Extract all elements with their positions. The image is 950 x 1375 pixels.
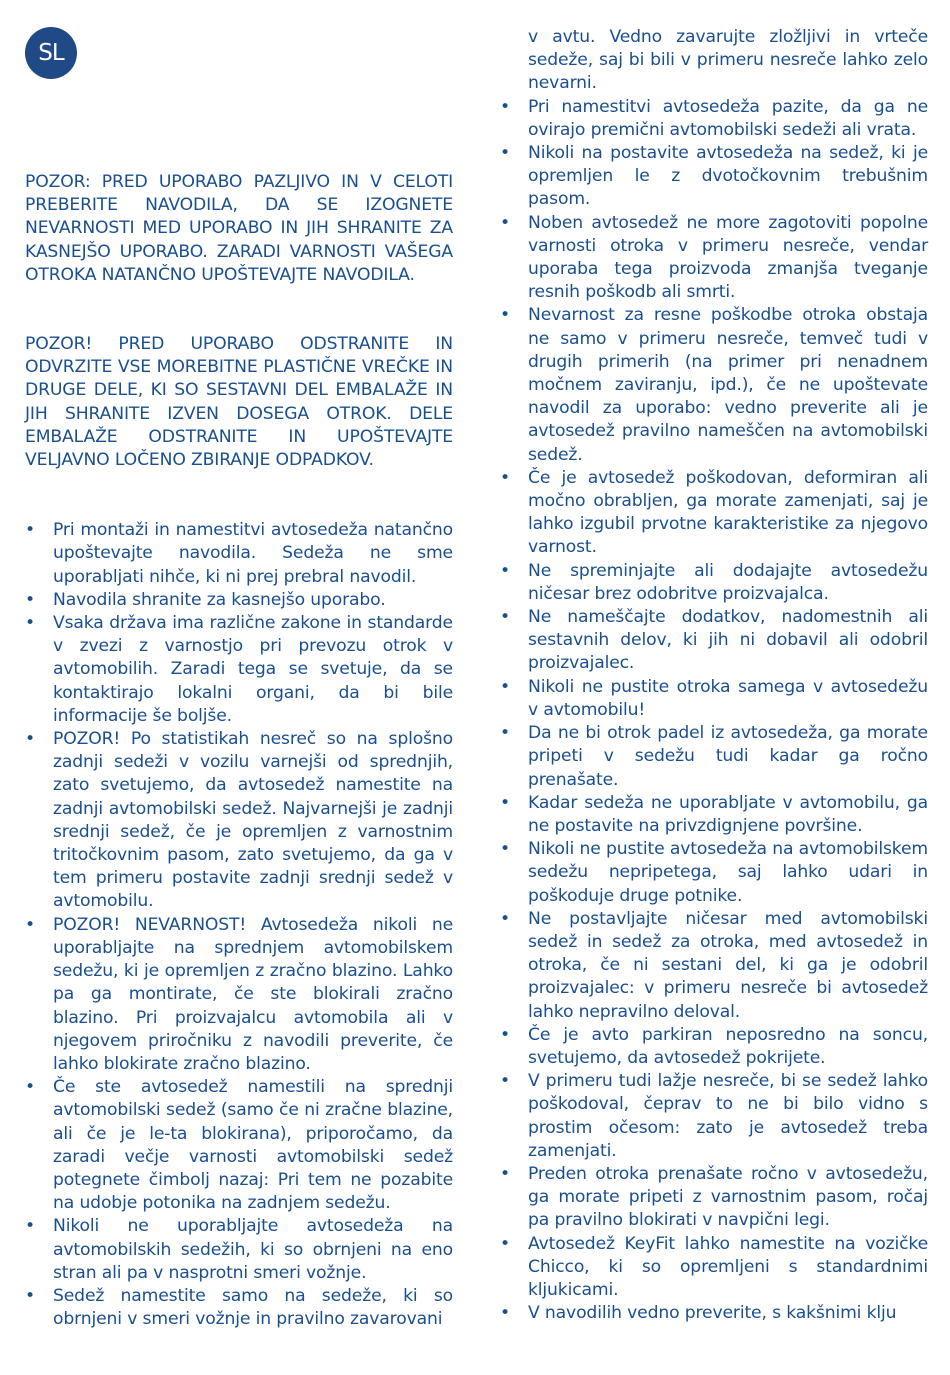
list-item: • Če ste avtosedež namestili na sprednji avtomobilski sedež (samo če ni zračne blazine, ali če je le-ta blokirana), priporočamo, da zaradi večje varnosti avtomobilski sedež potegnete čimbolj nazaj: Pri tem ne pozabite na udobje potonika na zadnjem sedežu. xyxy=(25,1076,453,1215)
language-badge: SL xyxy=(25,27,77,79)
list-item: • Navodila shranite za kasnejšo uporabo. xyxy=(25,589,453,612)
list-item: • Nikoli ne pustite otroka samega v avtosedežu v avtomobilu! xyxy=(500,676,928,722)
list-item: • Nevarnost za resne poškodbe otroka obstaja ne samo v primeru nesreče, temveč tudi v drugih primerih (na primer pri nenadnem močnem zaviranju, ipd.), če ne upoštevate navodil za uporabo: vedno preverite ali je avtosedež pravilno nameščen na avtomobilski sedež. xyxy=(500,304,928,466)
list-item: • V navodilih vedno preverite, s kakšnimi klju xyxy=(500,1302,928,1325)
list-item: • POZOR! Po statistikah nesreč so na splošno zadnji sedeži v vozilu varnejši od sprednjih, zato svetujemo, da avtosedež namestite na zadnji avtomobilski sedež. Najvarnejši je zadnji srednji sedež, če je opremljen z varnostnim tritočkovnim pasom, zato svetujemo, da ga v tem primeru postavite zadnji srednji sedež v avtomobilu. xyxy=(25,728,453,914)
list-item: • Preden otroka prenašate ročno v avtosedežu, ga morate pripeti z varnostnim pasom, ročaj pa pravilno blokirati v navpični legi. xyxy=(500,1163,928,1233)
left-column xyxy=(25,171,453,1331)
list-item: • V primeru tudi lažje nesreče, bi se sedež lahko poškodoval, čeprav to ne bi bilo vidno s prostim očesom: zato je avtosedež treba zamenjati. xyxy=(500,1070,928,1163)
list-item: • Kadar sedeža ne uporabljate v avtomobilu, ga ne postavite na privzdignjene površine. xyxy=(500,792,928,838)
list-item: • Če je avtosedež poškodovan, deformiran ali močno obrabljen, ga morate zamenjati, saj je lahko izgubil prvotne karakteristike za njegovo varnost. xyxy=(500,467,928,560)
list-item: • POZOR! NEVARNOST! Avtosedeža nikoli ne uporabljajte na sprednjem avtomobilskem sedežu, ki je opremljen z zračno blazino. Lahko pa ga montirate, če ste blokirali zračno blazino. Pri proizvajalcu avtomobila ali v njegovem priročniku z navodili preverite, če lahko blokirate zračno blazino. xyxy=(25,914,453,1076)
list-item-continuation: v avtu. Vedno zavarujte zložljivi in vrteče sedeže, saj bi bili v primeru nesreče lahko zelo nevarni. xyxy=(528,27,928,94)
list-item: • Ne nameščajte dodatkov, nadomestnih ali sestavnih delov, ki jih ni dobavil ali odobril proizvajalec. xyxy=(500,606,928,676)
list-item: • Vsaka država ima različne zakone in standarde v zvezi z varnostjo pri prevozu otrok v avtomobilih. Zaradi tega se svetuje, da se kontaktirajo lokalni organi, da bi bile informacije še boljše. xyxy=(25,612,453,728)
list-item: • Noben avtosedež ne more zagotoviti popolne varnosti otroka v primeru nesreče, vendar uporaba tega proizvoda zmanjša tveganje resnih poškodb ali smrti. xyxy=(500,212,928,305)
list-item: • Sedež namestite samo na sedeže, ki so obrnjeni v smeri vožnje in pravilno zavarovani xyxy=(25,1285,453,1331)
warning-read-instructions: POZOR: PRED UPORABO PAZLJIVO IN V CELOTI PREBERITE NAVODILA, DA SE IZOGNETE NEVARNOSTI MED UPORABO IN JIH SHRANITE ZA KASNEJŠO UPORABO. ZARADI VARNOSTI VAŠEGA OTROKA NATANČNO UPOŠTEVAJTE NAVODILA. xyxy=(25,172,453,285)
list-item: • Če je avto parkiran neposredno na soncu, svetujemo, da avtosedež pokrijete. xyxy=(500,1024,928,1070)
list-item: • Avtosedež KeyFit lahko namestite na vozičke Chicco, ki so opremljeni s standardnimi kljukicami. xyxy=(500,1233,928,1303)
list-item: • Nikoli ne uporabljajte avtosedeža na avtomobilskih sedežih, ki so obrnjeni na eno stran ali pa v nasprotni smeri vožnje. xyxy=(25,1215,453,1285)
list-item: • Ne spreminjajte ali dodajajte avtosedežu ničesar brez odobritve proizvajalca. xyxy=(500,560,928,606)
list-item: • Nikoli na postavite avtosedeža na sedež, ki je opremljen le z dvotočkovnim trebušnim pasom. xyxy=(500,142,928,212)
list-item: • Da ne bi otrok padel iz avtosedeža, ga morate pripeti v sedežu tudi kadar ga ročno prenašate. xyxy=(500,722,928,792)
list-item: • Pri namestitvi avtosedeža pazite, da ga ne ovirajo premični avtomobilski sedeži ali vrata. xyxy=(500,96,928,142)
right-column xyxy=(500,26,928,1325)
safety-list-right xyxy=(500,96,928,1326)
list-item: • Nikoli ne pustite avtosedeža na avtomobilskem sedežu nepripetega, saj lahko udari in poškoduje druge potnike. xyxy=(500,838,928,908)
list-item: • Ne postavljajte ničesar med avtomobilski sedež in sedež za otroka, med avtosedež in otroka, če ni sestani del, ki ga je odobril proizvajalec: v primeru nesreče bi avtosedež lahko nepravilno deloval. xyxy=(500,908,928,1024)
warning-packaging: POZOR! PRED UPORABO ODSTRANITE IN ODVRZITE VSE MOREBITNE PLASTIČNE VREČKE IN DRUGE DELE, KI SO SESTAVNI DEL EMBALAŽE IN JIH SHRANITE IZVEN DOSEGA OTROK. DELE EMBALAŽE ODSTRANITE IN UPOŠTEVAJTE VELJAVNO LOČENO ZBIRANJE ODPADKOV. xyxy=(25,334,453,471)
list-item: • Pri montaži in namestitvi avtosedeža natančno upoštevajte navodila. Sedeža ne sme uporabljati nihče, ki ni prej prebral navodil. xyxy=(25,519,453,589)
safety-list-left xyxy=(25,519,453,1331)
